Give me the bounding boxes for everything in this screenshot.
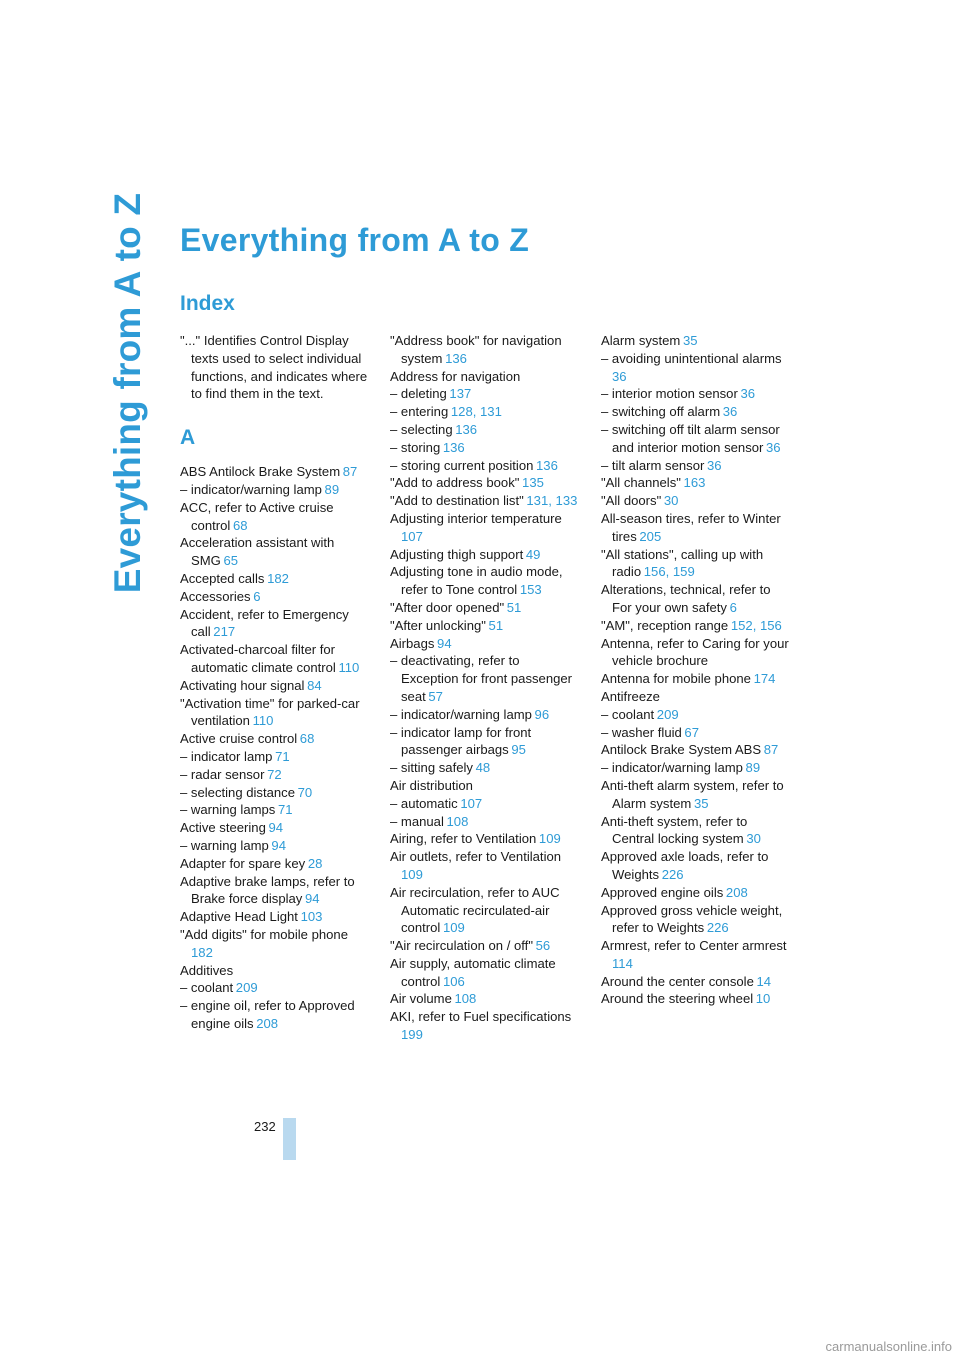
- page-reference-link[interactable]: 68: [232, 517, 248, 533]
- page-reference-link[interactable]: 10: [755, 991, 771, 1007]
- index-entry: [390, 724, 580, 760]
- page-reference-link[interactable]: 107: [460, 795, 483, 811]
- page-reference-link[interactable]: 133: [555, 493, 578, 509]
- index-entry: [390, 332, 580, 368]
- index-entry: [390, 368, 580, 386]
- page-reference-link[interactable]: 14: [756, 973, 772, 989]
- index-entry: [180, 766, 370, 784]
- page-reference-link[interactable]: 208: [725, 884, 748, 900]
- index-term: – coolant: [601, 706, 655, 722]
- index-column-2: [390, 332, 580, 1044]
- page-reference-link[interactable]: 71: [275, 748, 290, 764]
- index-term: – entering: [390, 404, 449, 420]
- index-entry: [601, 474, 791, 492]
- page-reference-link[interactable]: 94: [271, 837, 286, 853]
- index-entry: [601, 635, 791, 671]
- index-entry: [180, 784, 370, 802]
- page-reference-link[interactable]: 109: [538, 831, 561, 847]
- index-entry: "AM", reception range 152, 156: [601, 617, 782, 633]
- index-entry: [180, 748, 370, 766]
- index-entry: – entering 128, 131: [390, 404, 502, 420]
- page-reference-link[interactable]: 48: [475, 760, 491, 776]
- page-reference-link[interactable]: 67: [684, 724, 699, 740]
- page-reference-link[interactable]: 70: [297, 784, 313, 800]
- index-term: – selecting: [390, 421, 453, 437]
- index-entry: [601, 350, 791, 386]
- page-reference-link[interactable]: 36: [740, 386, 756, 402]
- index-entry: [180, 332, 370, 403]
- index-entry: [180, 855, 370, 873]
- page-reference-link[interactable]: 36: [722, 404, 738, 420]
- index-term: Activated-charcoal filter for automatic climate control: [180, 642, 336, 675]
- page-reference-link[interactable]: 135: [522, 475, 544, 491]
- index-entry: [390, 848, 580, 884]
- watermark: carmanualsonline.info: [825, 1339, 952, 1354]
- index-term: – deactivating, refer to Exception for front passenger seat: [390, 653, 573, 704]
- page-reference-link[interactable]: 107: [401, 528, 423, 544]
- index-term: – interior motion sensor: [601, 386, 738, 402]
- index-entry: [180, 819, 370, 837]
- page-reference-link[interactable]: 36: [612, 368, 627, 384]
- section-title: Index: [180, 292, 235, 315]
- index-entry: [180, 499, 370, 535]
- index-entry: [180, 570, 370, 588]
- page-reference-link[interactable]: 137: [449, 386, 472, 402]
- index-entry: [390, 510, 580, 546]
- index-entry: [180, 677, 370, 695]
- index-entry: [390, 617, 580, 635]
- index-term: – engine oil, refer to Approved engine oils: [180, 998, 355, 1031]
- index-term: Address for navigation: [390, 368, 521, 384]
- page-reference-link[interactable]: 56: [535, 938, 551, 954]
- page-reference-link[interactable]: 109: [401, 866, 423, 882]
- index-entry: [180, 997, 370, 1033]
- page-reference-link[interactable]: 35: [682, 333, 698, 348]
- page-reference-link[interactable]: 72: [267, 766, 282, 782]
- index-term: Accepted calls: [180, 570, 265, 586]
- page-title: Everything from A to Z: [180, 222, 530, 258]
- index-term: "All doors": [601, 493, 662, 509]
- index-term: – indicator/warning lamp: [601, 760, 743, 776]
- index-term: Air supply, automatic climate control: [390, 955, 556, 989]
- index-entry: [601, 759, 791, 777]
- index-term: Acceleration assistant with SMG: [180, 535, 335, 569]
- index-entry: [180, 926, 370, 962]
- page-reference-link[interactable]: 208: [256, 1015, 279, 1031]
- index-term: Adjusting thigh support: [390, 546, 524, 562]
- index-term: AKI, refer to Fuel specifications: [390, 1009, 572, 1025]
- page-reference-link[interactable]: 152: [730, 617, 753, 633]
- page-reference-link[interactable]: 96: [534, 706, 550, 722]
- index-term: – warning lamps: [180, 802, 276, 818]
- page-reference-link[interactable]: 6: [253, 588, 261, 604]
- index-term: Adaptive brake lamps, refer to Brake force display: [180, 873, 355, 907]
- index-term: – indicator/warning lamp: [180, 481, 322, 497]
- index-entry: [390, 759, 580, 777]
- index-term: Active steering: [180, 820, 266, 836]
- index-term: Air volume: [390, 991, 452, 1007]
- index-term: "After unlocking": [390, 617, 486, 633]
- page-reference-link[interactable]: 35: [693, 795, 709, 811]
- page-reference-link[interactable]: 68: [299, 731, 315, 747]
- index-term: Airbags: [390, 635, 435, 651]
- index-term: – avoiding unintentional alarms: [601, 350, 782, 366]
- index-term: Around the center console: [601, 973, 754, 989]
- page-reference-link[interactable]: 128: [450, 404, 473, 420]
- index-term: Air outlets, refer to Ventilation: [390, 849, 562, 865]
- index-term: "Address book" for navigation system: [390, 333, 562, 366]
- index-entry: [390, 884, 580, 937]
- index-entry: [180, 534, 370, 570]
- index-term: – indicator lamp for front passenger airbags: [390, 724, 532, 758]
- index-term: – sitting safely: [390, 760, 473, 776]
- index-entry: [601, 813, 791, 849]
- index-term: Approved axle loads, refer to Weights: [601, 849, 769, 882]
- index-entry: [601, 492, 791, 510]
- index-term: "Activation time" for parked-car ventilation: [180, 695, 360, 729]
- page-reference-link[interactable]: 94: [437, 635, 452, 651]
- index-entry: [390, 706, 580, 724]
- index-entry: [601, 510, 791, 546]
- index-entry: [601, 581, 791, 617]
- page-reference-link[interactable]: 136: [442, 439, 465, 455]
- index-term: Adapter for spare key: [180, 855, 306, 871]
- page-reference-link[interactable]: 114: [612, 955, 633, 971]
- index-term: – switching off alarm: [601, 404, 721, 420]
- index-entry: [390, 777, 580, 795]
- index-term: – washer fluid: [601, 724, 682, 740]
- index-term: "Add digits" for mobile phone: [180, 926, 348, 942]
- index-term: – radar sensor: [180, 766, 265, 782]
- page-number: 232: [254, 1119, 276, 1134]
- index-entry: [601, 421, 791, 457]
- side-chapter-title-text: Everything from A to Z: [107, 192, 149, 594]
- index-entry: [180, 801, 370, 819]
- page-reference-link[interactable]: 205: [639, 528, 662, 544]
- index-entry: [180, 962, 370, 980]
- index-entry: [601, 973, 791, 991]
- page-reference-link[interactable]: 36: [706, 457, 722, 473]
- index-entry: [390, 439, 580, 457]
- index-term: ACC, refer to Active cruise control: [180, 499, 334, 533]
- page-reference-link[interactable]: 36: [766, 439, 781, 455]
- index-term: Airing, refer to Ventilation: [390, 831, 537, 847]
- index-term: Adaptive Head Light: [180, 909, 298, 925]
- index-entry: [390, 474, 580, 492]
- index-entry: [390, 635, 580, 653]
- page-reference-link[interactable]: 156: [759, 617, 782, 633]
- index-entry: [390, 955, 580, 991]
- page-reference-link[interactable]: 136: [455, 421, 478, 437]
- index-entry: [601, 724, 791, 742]
- page-reference-link[interactable]: 106: [442, 973, 465, 989]
- index-term: Anti-theft system, refer to Central locking system: [601, 813, 748, 847]
- index-entry: [601, 706, 791, 724]
- page-reference-link[interactable]: 159: [672, 564, 695, 580]
- index-entry: [390, 813, 580, 831]
- page-reference-link[interactable]: 89: [745, 760, 761, 776]
- page-reference-link[interactable]: 131: [480, 404, 502, 420]
- index-term: – manual: [390, 813, 444, 829]
- index-term: – switching off tilt alarm sensor and interior motion sensor: [601, 421, 780, 455]
- index-term: ABS Antilock Brake System: [180, 464, 341, 480]
- index-entry: [180, 908, 370, 926]
- index-term: Approved gross vehicle weight, refer to Weights: [601, 902, 783, 936]
- index-term: Activating hour signal: [180, 677, 305, 693]
- index-term: – coolant: [180, 980, 234, 996]
- page-reference-link[interactable]: 28: [307, 855, 323, 871]
- page-reference-link[interactable]: 87: [342, 464, 358, 480]
- page-reference-link[interactable]: 182: [191, 944, 213, 960]
- index-term: – deleting: [390, 386, 447, 402]
- page-reference-link[interactable]: 65: [223, 553, 239, 569]
- page-reference-link[interactable]: 94: [304, 891, 320, 907]
- index-entry: [601, 848, 791, 884]
- index-term: Accessories: [180, 588, 251, 604]
- index-entry: [601, 884, 791, 902]
- index-term: "Add to destination list": [390, 493, 524, 509]
- page-reference-link[interactable]: 217: [213, 624, 236, 640]
- page-reference-link[interactable]: 226: [706, 920, 729, 936]
- page-reference-link[interactable]: 89: [324, 481, 340, 497]
- page-reference-link[interactable]: 174: [753, 671, 776, 687]
- index-term: Additives: [180, 962, 234, 978]
- index-term: Air recirculation, refer to AUC Automatic recirculated-air control: [390, 884, 560, 936]
- index-entry: [180, 695, 370, 731]
- page-reference-link[interactable]: 84: [307, 677, 322, 693]
- index-term: Approved engine oils: [601, 884, 724, 900]
- index-column-3: [601, 332, 791, 1008]
- index-entry: "All stations", calling up with radio 156, 159: [601, 546, 764, 580]
- index-term: All-season tires, refer to Winter tires: [601, 510, 781, 544]
- index-term: Around the steering wheel: [601, 991, 754, 1007]
- index-entry: [390, 795, 580, 813]
- page-marker-bar: [283, 1118, 296, 1160]
- index-term: – selecting distance: [180, 784, 296, 800]
- index-term: "Air recirculation on / off": [390, 938, 533, 954]
- index-term: Alarm system: [601, 333, 681, 348]
- index-entry: [390, 385, 580, 403]
- index-term: Anti-theft alarm system, refer to Alarm system: [601, 777, 784, 811]
- index-term: – storing current position: [390, 457, 534, 473]
- index-entry: [601, 937, 791, 973]
- index-term: "AM", reception range: [601, 617, 729, 633]
- page-reference-link[interactable]: 153: [519, 582, 542, 598]
- page-reference-link[interactable]: 57: [428, 688, 443, 704]
- index-entry: [601, 332, 791, 350]
- page-reference-link[interactable]: 51: [506, 599, 522, 615]
- page-reference-link[interactable]: 108: [454, 991, 477, 1007]
- page-reference-link[interactable]: 209: [235, 980, 258, 996]
- index-term: – storing: [390, 439, 441, 455]
- index-term: Antenna, refer to Caring for your vehicle brochure: [601, 635, 789, 669]
- index-term: – tilt alarm sensor: [601, 457, 705, 473]
- index-entry: [601, 741, 791, 759]
- index-term: – indicator lamp: [180, 748, 273, 764]
- page-reference-link[interactable]: 182: [267, 570, 289, 586]
- index-entry: [180, 481, 370, 499]
- index-term: Antifreeze: [601, 688, 660, 704]
- page-reference-link[interactable]: 136: [445, 350, 467, 366]
- page-reference-link[interactable]: 136: [536, 457, 558, 473]
- index-entry: [390, 1008, 580, 1044]
- index-entry: "Add to destination list" 131, 133: [390, 493, 578, 509]
- index-entry: [180, 873, 370, 909]
- index-entry: [180, 837, 370, 855]
- index-term: – indicator/warning lamp: [390, 706, 532, 722]
- page-reference-link[interactable]: 108: [446, 813, 469, 829]
- index-entry: [601, 688, 791, 706]
- index-term: Alterations, technical, refer to For your own safety: [601, 582, 771, 615]
- index-entry: [390, 546, 580, 564]
- index-entry: [180, 641, 370, 677]
- page-reference-link[interactable]: 87: [763, 742, 779, 758]
- page-reference-link[interactable]: 94: [268, 820, 284, 836]
- page-reference-link[interactable]: 209: [656, 706, 679, 722]
- page-reference-link[interactable]: 199: [401, 1027, 423, 1043]
- index-entry: [601, 902, 791, 938]
- page-reference-link[interactable]: 226: [661, 866, 684, 882]
- index-entry: [390, 457, 580, 475]
- index-term: "Add to address book": [390, 475, 520, 491]
- index-entry: [180, 730, 370, 748]
- page-reference-link[interactable]: 110: [338, 659, 360, 675]
- index-entry: [601, 670, 791, 688]
- index-entry: [390, 599, 580, 617]
- page-reference-link[interactable]: 163: [683, 475, 706, 491]
- index-column-1: [180, 332, 370, 1033]
- index-entry: [390, 563, 580, 599]
- page-reference-link[interactable]: 131: [526, 493, 549, 509]
- index-term: Accident, refer to Emergency call: [180, 606, 349, 640]
- index-entry: [601, 990, 791, 1008]
- index-term: "..." Identifies Control Display texts used to select individual functions, and indicates where to find them in the text.: [180, 333, 368, 402]
- index-entry: [180, 588, 370, 606]
- index-entry: [601, 457, 791, 475]
- index-entry: [601, 777, 791, 813]
- page-reference-link[interactable]: 95: [511, 742, 526, 758]
- index-entry: [390, 421, 580, 439]
- index-entry: [390, 937, 580, 955]
- index-term: Active cruise control: [180, 731, 298, 747]
- index-term: Antilock Brake System ABS: [601, 742, 762, 758]
- page-reference-link[interactable]: 110: [252, 713, 274, 729]
- index-term: – warning lamp: [180, 837, 269, 853]
- index-term: Antenna for mobile phone: [601, 671, 751, 687]
- page-reference-link[interactable]: 103: [300, 909, 323, 925]
- index-term: – automatic: [390, 795, 458, 811]
- index-term: "All channels": [601, 475, 681, 491]
- page-reference-link[interactable]: 49: [525, 546, 541, 562]
- letter-heading: A: [180, 426, 196, 450]
- index-term: "All stations", calling up with radio: [601, 546, 764, 580]
- index-entry: [180, 979, 370, 997]
- index-entry: [601, 403, 791, 421]
- page-reference-link[interactable]: 30: [663, 493, 679, 509]
- index-entry: [390, 652, 580, 705]
- page-reference-link[interactable]: 71: [277, 802, 293, 818]
- index-entry: [180, 463, 370, 481]
- index-entry: [601, 385, 791, 403]
- page-reference-link[interactable]: 6: [729, 599, 737, 615]
- page-reference-link[interactable]: 30: [746, 831, 761, 847]
- index-term: Air distribution: [390, 777, 473, 793]
- page-reference-link[interactable]: 156: [643, 564, 666, 580]
- index-entry: [390, 990, 580, 1008]
- page-reference-link[interactable]: 109: [442, 920, 465, 936]
- page-reference-link[interactable]: 51: [488, 617, 504, 633]
- side-chapter-title: [104, 192, 152, 594]
- index-entry: [390, 830, 580, 848]
- index-term: Adjusting interior temperature: [390, 510, 562, 526]
- index-term: Adjusting tone in audio mode, refer to Tone control: [390, 564, 563, 598]
- index-term: Armrest, refer to Center armrest: [601, 938, 787, 954]
- index-term: "After door opened": [390, 599, 505, 615]
- index-entry: [180, 606, 370, 642]
